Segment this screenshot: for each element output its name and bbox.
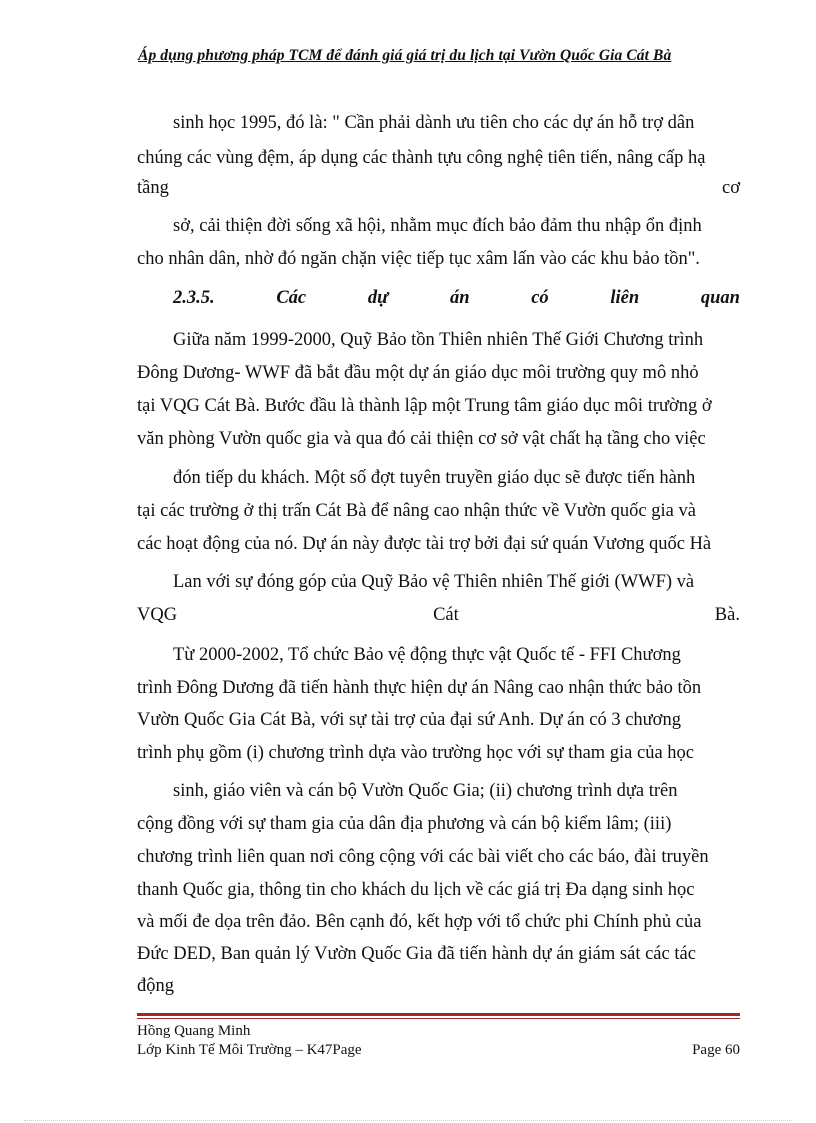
footer-class: Lớp Kinh Tế Môi Trường – K47Page	[137, 1042, 362, 1058]
body-word: cơ	[722, 178, 740, 198]
body-line-justified	[137, 176, 740, 200]
body-line: đón tiếp du khách. Một số đợt tuyên truyền giáo dục sẽ được tiến hành	[173, 468, 696, 488]
body-line: Giữa năm 1999-2000, Quỹ Bảo tồn Thiên nhiên Thế Giới Chương trình	[173, 330, 704, 350]
section-number: 2.3.5.	[173, 288, 215, 308]
page-number: Page 60	[692, 1042, 740, 1058]
body-word: Cát	[433, 605, 459, 625]
heading-word: án	[449, 288, 470, 308]
body-line: thanh Quốc gia, thông tin cho khách du lịch về các giá trị Đa dạng sinh học	[137, 880, 695, 900]
heading-word: quan	[700, 288, 740, 308]
section-heading	[173, 286, 740, 310]
body-line: các hoạt động của nó. Dự án này được tài trợ bởi đại sứ quán Vương quốc Hà	[137, 534, 712, 554]
footer-author: Hồng Quang Minh	[137, 1023, 251, 1039]
body-word: tầng	[137, 178, 169, 198]
body-line: tại VQG Cát Bà. Bước đầu là thành lập một Trung tâm giáo dục môi trường ở	[137, 396, 712, 416]
running-header: Áp dụng phương pháp TCM để đánh giá giá trị du lịch tại Vườn Quốc Gia Cát Bà	[138, 47, 672, 64]
body-line: trình phụ gồm (i) chương trình dựa vào trường học với sự tham gia của học	[137, 743, 695, 763]
body-line: Lan với sự đóng góp của Quỹ Bảo vệ Thiên nhiên Thế giới (WWF) và	[173, 572, 695, 592]
body-line: Đức DED, Ban quản lý Vườn Quốc Gia đã tiến hành dự án giám sát các tác	[137, 944, 696, 964]
body-word: VQG	[137, 605, 178, 625]
heading-word: liên	[610, 288, 640, 308]
body-line: Từ 2000-2002, Tổ chức Bảo vệ động thực vật Quốc tế - FFI Chương	[173, 645, 681, 665]
body-line: văn phòng Vườn quốc gia và qua đó cải thiện cơ sở vật chất hạ tầng cho việc	[137, 429, 706, 449]
body-line: Vườn Quốc Gia Cát Bà, với sự tài trợ của đại sứ Anh. Dự án có 3 chương	[137, 710, 681, 730]
body-line: sở, cải thiện đời sống xã hội, nhằm mục đích bảo đảm thu nhập ổn định	[173, 216, 702, 236]
heading-word: có	[531, 288, 549, 308]
body-word: Bà.	[714, 605, 740, 625]
page-edge-divider	[24, 1120, 792, 1121]
body-line: Đông Dương- WWF đã bắt đầu một dự án giáo dục môi trường quy mô nhỏ	[137, 363, 699, 383]
body-line-justified	[137, 603, 740, 627]
heading-word: dự	[367, 288, 389, 308]
body-line: chúng các vùng đệm, áp dụng các thành tựu công nghệ tiên tiến, nâng cấp hạ	[137, 148, 706, 168]
body-line: sinh, giáo viên và cán bộ Vườn Quốc Gia; (ii) chương trình dựa trên	[173, 781, 678, 801]
body-line: động	[137, 976, 174, 996]
body-line: cho nhân dân, nhờ đó ngăn chặn việc tiếp tục xâm lấn vào các khu bảo tồn".	[137, 249, 700, 269]
body-line: chương trình liên quan nơi công cộng với các bài viết cho các báo, đài truyền	[137, 847, 709, 867]
footer-rule	[137, 1013, 740, 1016]
footer-rule-thin	[137, 1018, 740, 1019]
heading-word: Các	[276, 288, 307, 308]
body-line: trình Đông Dương đã tiến hành thực hiện dự án Nâng cao nhận thức bảo tồn	[137, 678, 702, 698]
body-line: cộng đồng với sự tham gia của dân địa phương và cán bộ kiểm lâm; (iii)	[137, 814, 672, 834]
body-line: tại các trường ở thị trấn Cát Bà để nâng cao nhận thức về Vườn quốc gia và	[137, 501, 696, 521]
body-line: sinh học 1995, đó là: " Cần phải dành ưu tiên cho các dự án hỗ trợ dân	[173, 113, 695, 133]
body-line: và mối đe dọa trên đảo. Bên cạnh đó, kết hợp với tổ chức phi Chính phủ của	[137, 912, 702, 932]
